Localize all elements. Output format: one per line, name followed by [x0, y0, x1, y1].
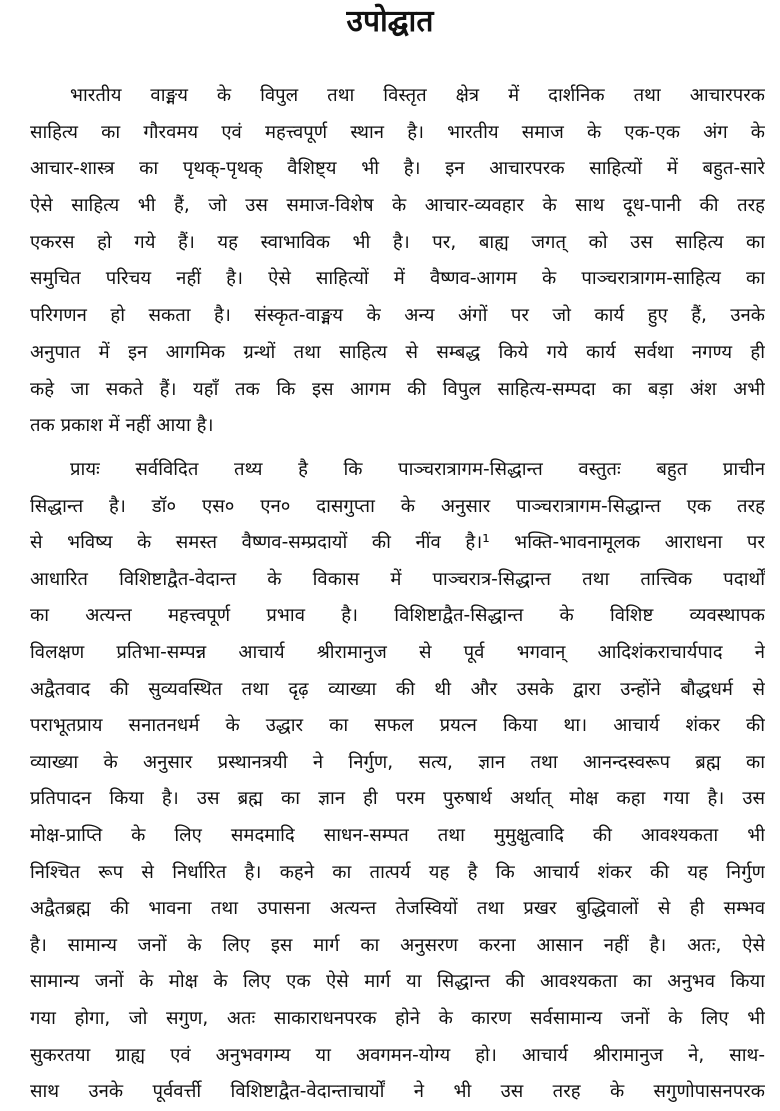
paragraph-2 [30, 452, 765, 1111]
text-line: है। सामान्य जनों के लिए इस मार्ग का अनुसरण करना आसान नहीं है। अतः, ऐसे [30, 934, 765, 956]
text-line: का अत्यन्त महत्त्वपूर्ण प्रभाव है। विशिष्टाद्वैत-सिद्धान्त के विशिष्ट व्यवस्थापक [30, 605, 765, 627]
text-line: तक प्रकाश में नहीं आया है। [30, 415, 214, 437]
text-line: समुचित परिचय नहीं है। ऐसे साहित्यों में वैष्णव-आगम के पाञ्चरात्रागम-साहित्य का [30, 268, 765, 290]
text-line: परिगणन हो सकता है। संस्कृत-वाङ्मय के अन्य अंगों पर जो कार्य हुए हैं, उनके [30, 305, 765, 327]
text-line: प्रतिपादन किया है। उस ब्रह्म का ज्ञान ही परम पुरुषार्थ अर्थात् मोक्ष कहा गया है। उस [30, 788, 765, 810]
text-line: आधारित विशिष्टाद्वैत-वेदान्त के विकास में पाञ्चरात्र-सिद्धान्त तथा तात्त्विक पदार्थों [30, 568, 765, 590]
text-line: अनुपात में इन आगमिक ग्रन्थों तथा साहित्य से सम्बद्ध किये गये कार्य सर्वथा नगण्य ही [30, 341, 765, 363]
text-line: मोक्ष-प्राप्ति के लिए समदमादि साधन-सम्पत तथा मुमुक्षुत्वादि की आवश्यकता भी [30, 824, 765, 846]
text-line: सुकरतया ग्राह्य एवं अनुभवगम्य या अवगमन-योग्य हो। आचार्य श्रीरामानुज ने, साथ- [30, 1044, 765, 1066]
text-line: कहे जा सकते हैं। यहाँ तक कि इस आगम की विपुल साहित्य-सम्पदा का बड़ा अंश अभी [30, 378, 765, 400]
text-line: पराभूतप्राय सनातनधर्म के उद्धार का सफल प्रयत्न किया था। आचार्य शंकर की [30, 715, 765, 737]
text-line: आचार-शास्त्र का पृथक्-पृथक् वैशिष्ट्य भी है। इन आचारपरक साहित्यों में बहुत-सारे [30, 158, 765, 180]
text-line: साथ उनके पूर्ववर्त्ती विशिष्टाद्वैत-वेदान्ताचार्यों ने भी उस तरह के सगुणोपासनपरक [30, 1081, 765, 1103]
text-line: एकरस हो गये हैं। यह स्वाभाविक भी है। पर, बाह्य जगत् को उस साहित्य का [30, 231, 765, 253]
text-line: अद्वैतब्रह्म की भावना तथा उपासना अत्यन्त तेजस्वियों तथा प्रखर बुद्धिवालों से ही सम्भव [30, 898, 765, 920]
text-line: व्याख्या के अनुसार प्रस्थानत्रयी ने निर्गुण, सत्य, ज्ञान तथा आनन्दस्वरूप ब्रह्म का [30, 751, 765, 773]
text-line: से भविष्य के समस्त वैष्णव-सम्प्रदायों की नींव है।¹ भक्ति-भावनामूलक आराधना पर [30, 532, 765, 554]
text-line: साहित्य का गौरवमय एवं महत्त्वपूर्ण स्थान है। भारतीय समाज के एक-एक अंग के [30, 121, 765, 143]
text-line: प्रायः सर्वविदित तथ्य है कि पाञ्चरात्रागम-सिद्धान्त वस्तुतः बहुत प्राचीन [70, 459, 765, 480]
text-line: विलक्षण प्रतिभा-सम्पन्न आचार्य श्रीरामानुज से पूर्व भगवान् आदिशंकराचार्यपाद ने [30, 641, 765, 663]
text-line: सिद्धान्त है। डॉ० एस० एन० दासगुप्ता के अनुसार पाञ्चरात्रागम-सिद्धान्त एक तरह [30, 495, 765, 517]
text-line: गया होगा, जो सगुण, अतः साकाराधनपरक होने के कारण सर्वसामान्य जनों के लिए भी [30, 1007, 765, 1029]
text-line: निश्चित रूप से निर्धारित है। कहने का तात्पर्य यह है कि आचार्य शंकर की यह निर्गुण [30, 861, 765, 883]
text-line: सामान्य जनों के मोक्ष के लिए एक ऐसे मार्ग या सिद्धान्त की आवश्यकता का अनुभव किया [30, 971, 765, 993]
page-title: उपोद्घात [346, 4, 434, 39]
text-line: अद्वैतवाद की सुव्यवस्थित तथा दृढ़ व्याख्या की थी और उसके द्वारा उन्होंने बौद्धधर्म से [30, 678, 765, 700]
text-line: भारतीय वाङ्मय के विपुल तथा विस्तृत क्षेत्र में दार्शनिक तथा आचारपरक [70, 85, 765, 106]
paragraph-1 [30, 78, 765, 445]
text-line: ऐसे साहित्य भी हैं, जो उस समाज-विशेष के आचार-व्यवहार के साथ दूध-पानी की तरह [30, 195, 765, 217]
